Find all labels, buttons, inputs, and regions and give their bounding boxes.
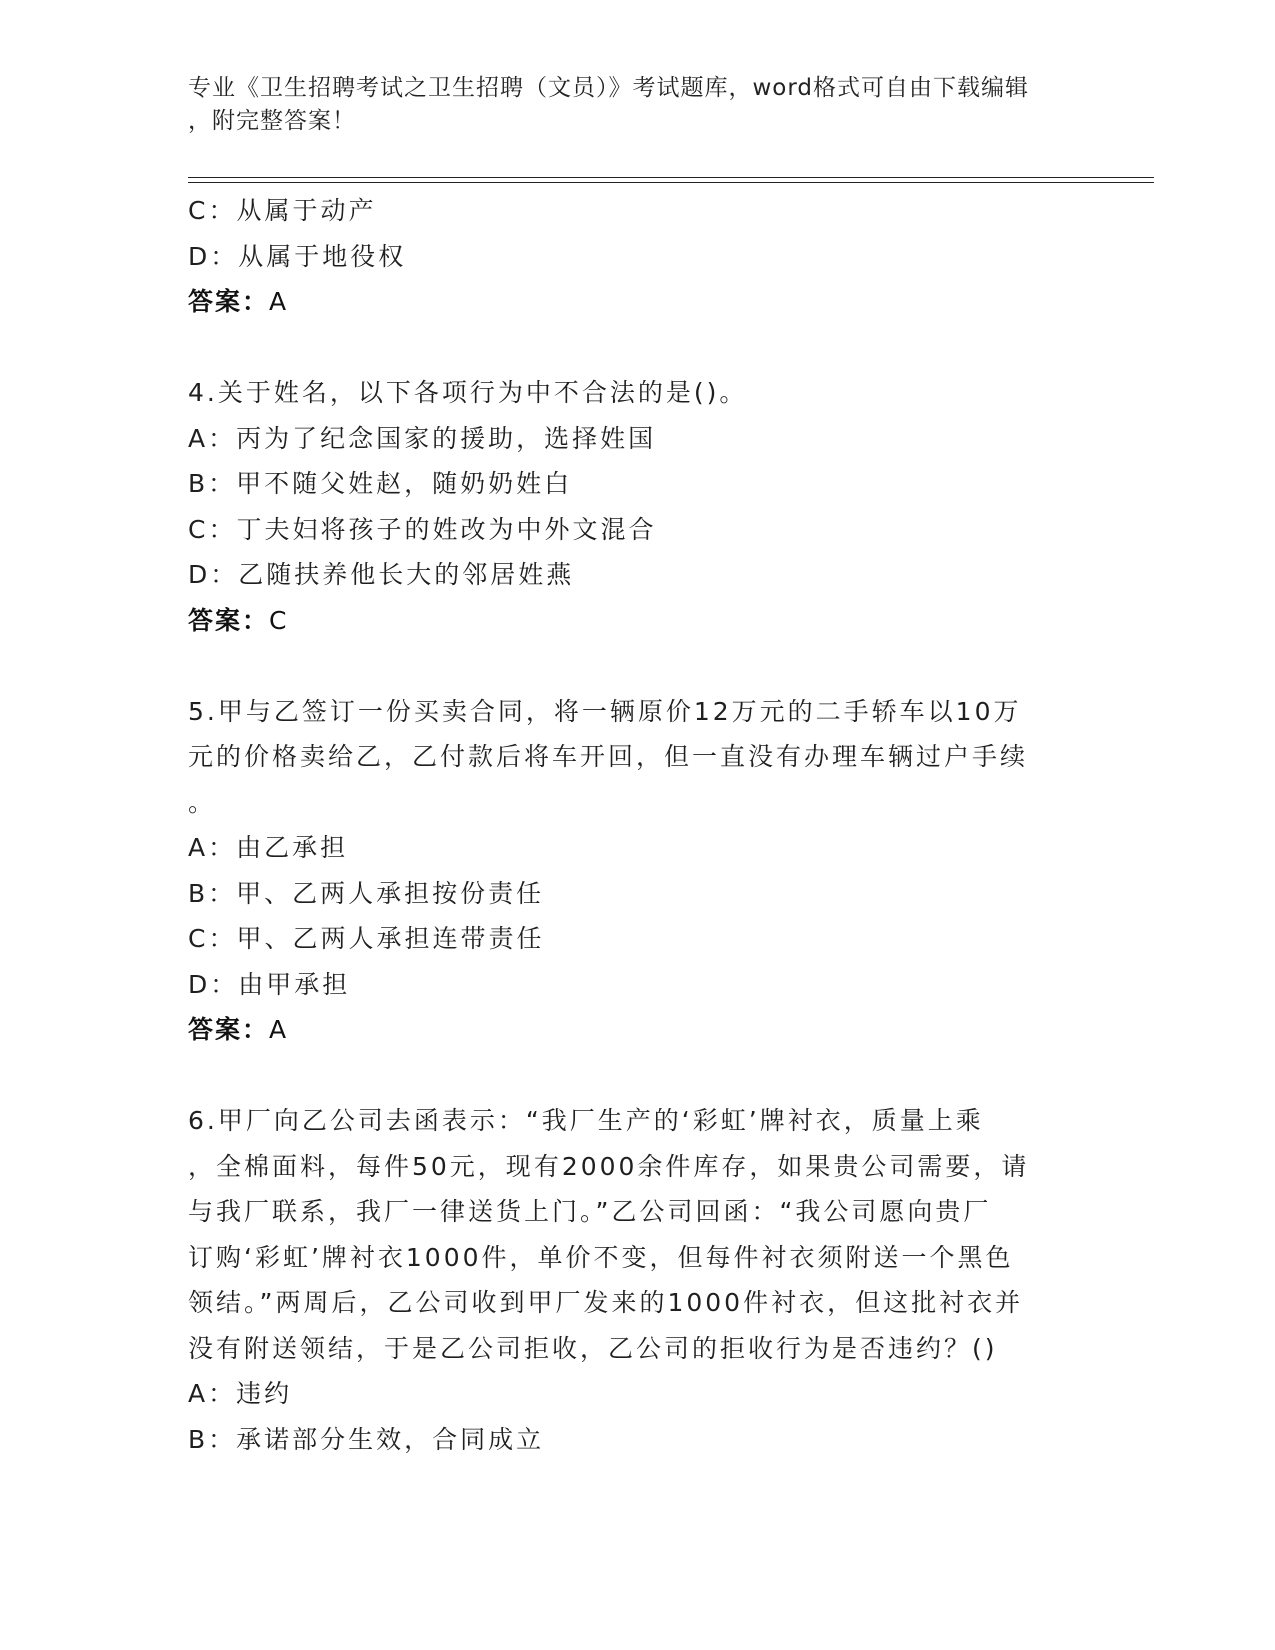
q5-option-b: B：甲、乙两人承担按份责任 — [188, 878, 545, 908]
spacer — [188, 1053, 1088, 1099]
q4-option-d: D：乙随扶养他长大的邻居姓燕 — [188, 560, 575, 589]
q4-option-c: C：丁夫妇将孩子的姓改为中外文混合 — [188, 514, 657, 544]
q6-option-b: B：承诺部分生效，合同成立 — [188, 1424, 545, 1454]
question-5 — [188, 689, 1088, 1053]
question-content — [188, 188, 1088, 1462]
q4-answer-value: C — [269, 605, 289, 635]
q6-question — [188, 1098, 1078, 1371]
header-divider-top — [188, 177, 1154, 178]
q4-answer-label: 答案： — [188, 605, 270, 635]
q4-answer — [188, 598, 1088, 644]
q6-question-line: 订购‘彩虹’牌衬衣1000件，单价不变，但每件衬衣须附送一个黑色 — [188, 1242, 1014, 1272]
header-line-1: 专业《卫生招聘考试之卫生招聘（文员）》考试题库，word格式可自由下载编辑 — [188, 75, 1030, 101]
q5-question — [188, 689, 1078, 826]
q3-answer-label: 答案： — [188, 287, 270, 316]
q6-option-a: A：违约 — [188, 1379, 293, 1408]
q6-question-line: ，全棉面料，每件50元，现有2000余件库存，如果贵公司需要，请 — [188, 1151, 1030, 1181]
q3-option-c: C：从属于动产 — [188, 196, 377, 225]
question-4 — [188, 370, 1088, 643]
q4-question: 4.关于姓名，以下各项行为中不合法的是()。 — [188, 378, 748, 407]
question-3-tail — [188, 188, 1088, 325]
q5-option-d: D：由甲承担 — [188, 969, 351, 999]
q6-question-line: 与我厂联系，我厂一律送货上门。”乙公司回函：“我公司愿向贵厂 — [188, 1197, 992, 1226]
q4-option-b: B：甲不随父姓赵，随奶奶姓白 — [188, 469, 573, 498]
q4-option-a: A：丙为了纪念国家的援助，选择姓国 — [188, 423, 657, 453]
q3-answer-value: A — [269, 287, 289, 316]
q5-answer-label: 答案： — [188, 1015, 270, 1044]
q6-question-line: 领结。”两周后，乙公司收到甲厂发来的1000件衬衣，但这批衬衣并 — [188, 1288, 1024, 1317]
q5-option-a: A：由乙承担 — [188, 833, 349, 862]
q3-answer — [188, 279, 1088, 325]
q5-answer — [188, 1007, 1088, 1053]
q5-answer-value: A — [269, 1015, 289, 1044]
q5-question-line: 5.甲与乙签订一份买卖合同，将一辆原价12万元的二手轿车以10万 — [188, 696, 1022, 726]
q5-option-c: C：甲、乙两人承担连带责任 — [188, 924, 545, 953]
header-divider-bottom — [188, 182, 1154, 183]
question-6 — [188, 1098, 1088, 1462]
q3-option-d: D：从属于地役权 — [188, 241, 407, 271]
q6-question-line: 6.甲厂向乙公司去函表示：“我厂生产的‘彩虹’牌衬衣，质量上乘 — [188, 1106, 984, 1135]
document-header — [188, 72, 1068, 138]
q5-question-line: 。 — [188, 787, 217, 817]
header-line-2: ，附完整答案！ — [188, 108, 356, 134]
q5-question-line: 元的价格卖给乙，乙付款后将车开回，但一直没有办理车辆过户手续 — [188, 742, 1029, 771]
spacer — [188, 325, 1088, 371]
q6-question-line: 没有附送领结，于是乙公司拒收，乙公司的拒收行为是否违约？() — [188, 1333, 998, 1363]
spacer — [188, 643, 1088, 689]
